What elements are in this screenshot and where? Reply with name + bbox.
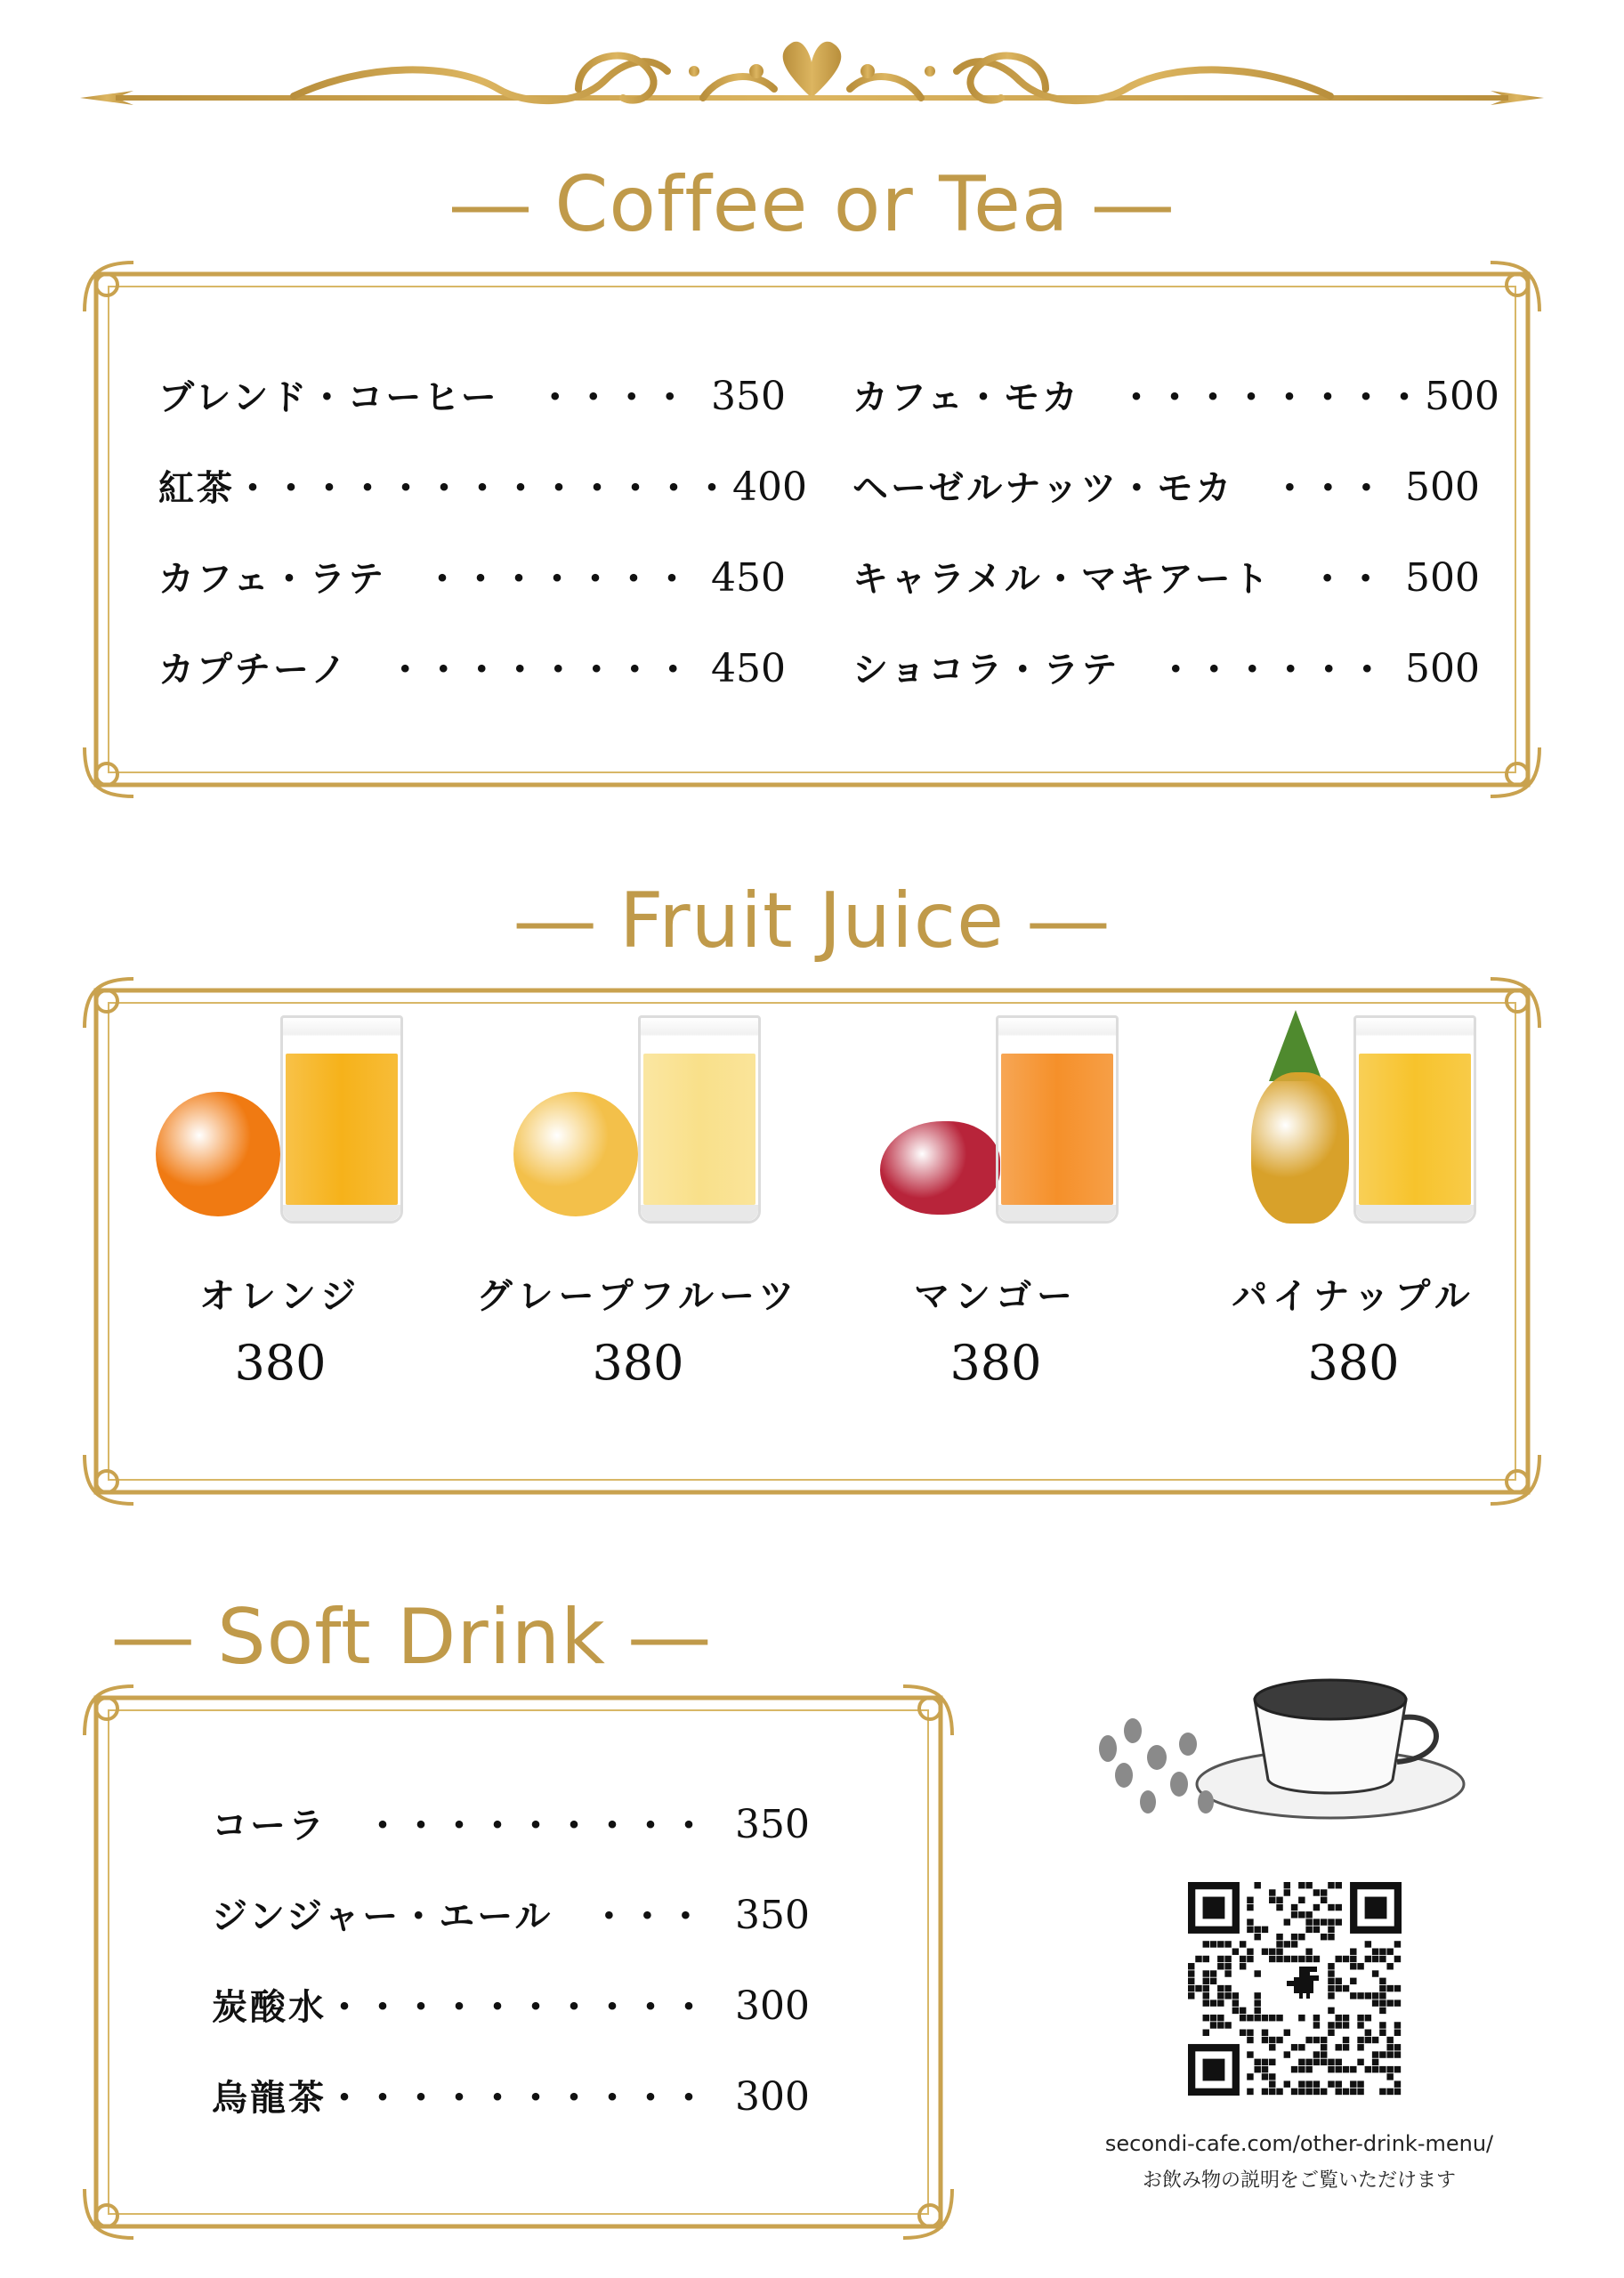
- menu-item-name: ヘーゼルナッツ・モカ ・・・: [852, 467, 1387, 509]
- pineapple-leaves-icon: [1269, 1010, 1322, 1081]
- menu-row: [852, 642, 1480, 692]
- menu-item-name: ブレンド・コーヒー ・・・・: [158, 376, 691, 418]
- soft-frame: [80, 1682, 957, 2242]
- menu-item-price: 450: [711, 646, 786, 691]
- menu-row: [158, 551, 786, 602]
- juice-image: [1220, 1019, 1487, 1224]
- menu-row: [852, 460, 1480, 511]
- menu-item-name: 炭酸水・・・・・・・・・・: [212, 1986, 709, 2028]
- menu-row: [158, 369, 786, 420]
- menu-row: [212, 1888, 810, 1939]
- juice-image: [147, 1019, 414, 1224]
- fruit-icon: [156, 1092, 280, 1216]
- menu-item-name: 烏龍茶・・・・・・・・・・: [212, 2077, 709, 2119]
- menu-item-price: 500: [1425, 374, 1499, 419]
- menu-item-name: 紅茶・・・・・・・・・・・・・: [158, 467, 732, 509]
- fruit-icon: [880, 1121, 1000, 1215]
- menu-row: [852, 369, 1499, 420]
- juice-name: オレンジ: [199, 1275, 361, 1317]
- juice-name: パイナップル: [1232, 1275, 1475, 1317]
- juice-glass-icon: [280, 1015, 403, 1224]
- coffee-section-title: ― Coffee or Tea ―: [452, 160, 1172, 249]
- menu-item-name: コーラ ・・・・・・・・・: [212, 1805, 709, 1846]
- menu-row: [158, 460, 807, 511]
- menu-item-price: 300: [735, 1983, 810, 2029]
- juice-item: [827, 1019, 1165, 1391]
- menu-item-name: ジンジャー・エール ・・・: [212, 1895, 707, 1937]
- juice-glass-icon: [1353, 1015, 1476, 1224]
- menu-item-price: 500: [1405, 555, 1480, 601]
- menu-row: [852, 551, 1480, 602]
- juice-price: 380: [1307, 1335, 1400, 1391]
- juice-name: グレープフルーツ: [476, 1275, 800, 1317]
- menu-item-name: カプチーノ ・・・・・・・・: [158, 649, 694, 691]
- fruit-icon: [1251, 1072, 1349, 1224]
- juice-item: [469, 1019, 807, 1391]
- juice-price: 380: [949, 1335, 1042, 1391]
- juice-item: [1184, 1019, 1523, 1391]
- menu-item-name: ショコラ・ラテ ・・・・・・: [852, 649, 1388, 691]
- juice-item: [111, 1019, 449, 1391]
- menu-item-price: 500: [1405, 464, 1480, 510]
- juice-price: 380: [234, 1335, 327, 1391]
- menu-row: [212, 1979, 810, 2030]
- menu-item-price: 450: [711, 555, 786, 601]
- juice-price: 380: [592, 1335, 684, 1391]
- menu-row: [158, 642, 786, 692]
- menu-item-price: 300: [735, 2074, 810, 2120]
- juice-glass-icon: [996, 1015, 1119, 1224]
- top-ornament-icon: [80, 36, 1544, 133]
- juice-name: マンゴー: [914, 1275, 1078, 1317]
- menu-item-price: 500: [1405, 646, 1480, 691]
- footer-url[interactable]: secondi-cafe.com/other-drink-menu/: [1104, 2131, 1494, 2156]
- menu-item-name: カフェ・ラテ ・・・・・・・: [158, 558, 692, 600]
- menu-item-price: 350: [735, 1893, 810, 1938]
- juice-image: [505, 1019, 772, 1224]
- menu-item-name: カフェ・モカ ・・・・・・・・: [852, 376, 1425, 418]
- dinosaur-icon: [1287, 1967, 1319, 1999]
- coffee-frame: [80, 258, 1544, 801]
- juice-glass-icon: [638, 1015, 761, 1224]
- menu-item-name: キャラメル・マキアート ・・: [852, 558, 1386, 600]
- menu-item-price: 400: [732, 464, 807, 510]
- menu-row: [212, 1797, 810, 1848]
- fruit-icon: [513, 1092, 638, 1216]
- menu-item-price: 350: [711, 374, 786, 419]
- menu-item-price: 350: [735, 1802, 810, 1847]
- menu-row: [212, 2070, 810, 2120]
- footer-note: お飲み物の説明をご覧いただけます: [1142, 2169, 1456, 2192]
- juice-section-title: ― Fruit Juice ―: [516, 876, 1108, 965]
- coffee-cup-icon: [1090, 1651, 1473, 1829]
- qr-code-icon[interactable]: [1188, 1882, 1402, 2096]
- soft-section-title: ― Soft Drink ―: [114, 1593, 709, 1682]
- juice-image: [862, 1019, 1129, 1224]
